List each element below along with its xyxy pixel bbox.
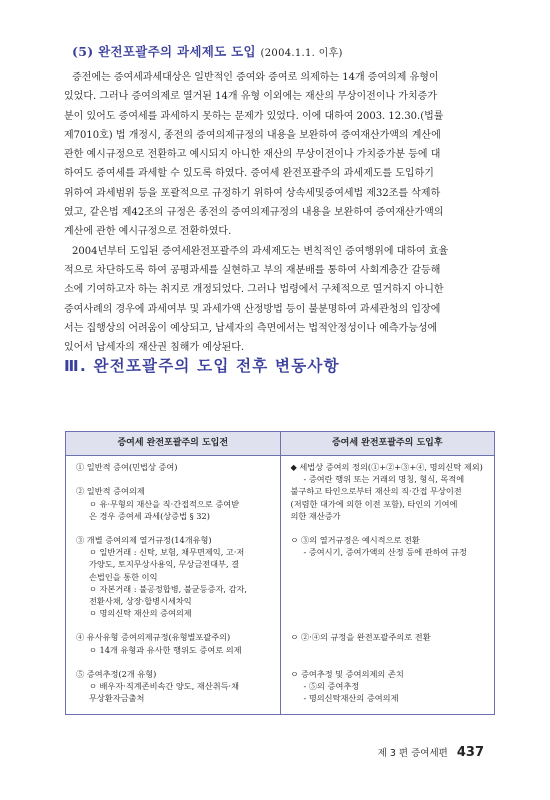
cell-after: [280, 668, 495, 715]
page-footer: [378, 745, 484, 760]
cell-line: 전환사채, 상장·합병시세차익: [89, 596, 192, 607]
body-line: 였고, 같은법 제42조의 규정은 종전의 증여의제규정의 내용을 보완하여 증여재산가액의: [64, 207, 444, 219]
cell-line: ㅇ 명의신탁 재산의 증여의제: [89, 608, 192, 619]
table-row: [66, 668, 495, 715]
cell-line: 은 경우 증여세 과세(상증법 § 32): [89, 510, 210, 521]
cell-after: [280, 631, 495, 667]
body-line: 있어서 납세자의 재산권 침해가 예상된다.: [64, 342, 245, 354]
cell-after: [280, 534, 495, 631]
cell-line: ㅇ 배우자·직계존비속간 양도, 재산취득·채: [89, 681, 240, 692]
body-line: 계산에 관한 예시규정으로 전환하였다.: [64, 226, 232, 238]
body-line: 위하여 과세범위 등을 포괄적으로 규정하기 위하여 상속세및증여세법 제32조를 삭제하: [64, 187, 441, 199]
section-date: (2004.1.1. 이후): [260, 48, 343, 59]
cell-line: ㅇ 증여추정 및 증여의제의 존치: [290, 668, 404, 679]
table-header-row: [66, 432, 495, 456]
body-line: 분이 있어도 증여세를 과세하지 못하는 문제가 있었다. 이에 대하여 2003. 12.30.(법률: [64, 110, 444, 122]
cell-line: ③ 개별 증여의제 열거규정(14개유형): [76, 535, 212, 546]
cell-line: 의한 재산증가: [290, 510, 341, 521]
cell-line: ㅇ 유·무형의 재산을 직·간접적으로 증여받: [89, 498, 240, 509]
body-line: 관한 예시규정으로 전환하고 예시되지 아니한 재산의 무상이전이나 가치증가분 등에 대: [64, 149, 441, 161]
footer-label: 제 3 편 증여세편: [377, 748, 448, 759]
cell-before: [66, 456, 281, 535]
body-line: 증전에는 증여세과세대상은 일반적인 증여와 증여로 의제하는 14개 증여의제 유형이: [72, 72, 439, 83]
body-line: 증여사례의 경우에 과세여부 및 과세가액 산정방법 등이 불분명하여 과세관청의 입장에: [64, 303, 441, 315]
cell-line: ㅇ ③의 열거규정은 예시적으로 전환: [290, 535, 420, 546]
body-line: 있었다. 그러나 증여의제로 열거된 14개 유형 이외에는 재산의 무상이전이나 가치증가: [64, 91, 437, 103]
cell-line: ㅇ 일반거래 : 신탁, 보험, 채무면제익, 고·저: [89, 547, 245, 558]
cell-line: ② 일반적 증여의제: [76, 486, 145, 497]
cell-after: [280, 456, 495, 535]
cell-line: ① 일반적 증여(민법상 증여): [76, 462, 178, 472]
cell-line: - 증여란 행위 또는 거래의 명칭, 형식, 목적에: [303, 474, 465, 485]
cell-line: 손법인을 통한 이익: [89, 571, 158, 582]
section-title-text: (5) 완전포괄주의 과세제도 도입: [72, 44, 256, 59]
chapter-heading: Ⅲ. 완전포괄주의 도입 전후 변동사항: [64, 357, 340, 375]
cell-before: [66, 668, 281, 715]
body-text: [64, 68, 488, 357]
section-title: [72, 42, 343, 60]
header-before: 증여세 완전포괄주의 도입전: [66, 432, 281, 456]
cell-line: 불구하고 타인으로부터 재산의 직·간접 무상이전: [290, 486, 462, 497]
table-row: [66, 631, 495, 667]
comparison-table: [65, 431, 495, 715]
body-line: 소에 기여하고자 하는 취지로 개정되었다. 그러나 법령에서 구체적으로 열거하지 아니한: [64, 284, 444, 296]
cell-line: ◆ 세법상 증여의 정의(①+②+③+④, 명의신탁 제외): [290, 462, 483, 472]
cell-line: - ⑤의 증여추정: [303, 681, 360, 692]
page-number: 437: [456, 745, 484, 760]
cell-line: (저렴한 대가에 의한 이전 포함), 타인의 기여에: [290, 498, 458, 509]
cell-line: ㅇ 자본거래 : 불공정합병, 불균등증자, 감자,: [89, 583, 248, 594]
table-body: [66, 456, 495, 715]
cell-line: [72, 473, 274, 485]
body-line: 적으로 차단하도록 하여 공평과세를 실현하고 부의 재분배를 통하여 사회계층간 갈등해: [64, 264, 441, 276]
cell-line: 무상환자금출처: [89, 693, 145, 704]
cell-line: ㅇ 14개 유형과 유사한 행위도 증여로 의제: [89, 644, 242, 655]
cell-line: 가양도, 토지무상사용익, 무상금전대부, 결: [89, 559, 240, 570]
body-line: 2004년부터 도입된 증여세완전포괄주의 과세제도는 변칙적인 증여행위에 대하여 효율: [72, 245, 449, 257]
body-line: 제7010호) 법 개정시, 종전의 증여의제규정의 내용을 보완하여 증여재산가액의 계산에: [64, 129, 441, 141]
cell-line: ⑤ 증여추정(2개 유형): [76, 668, 157, 679]
cell-line: - 증여시기, 증여가액의 산정 등에 관하여 규정: [303, 547, 467, 558]
paragraph-2: [64, 242, 488, 358]
table-row: [66, 534, 495, 631]
body-line: 하여도 증여세를 과세할 수 있도록 하였다. 증여세 완전포괄주의 과세제도를 도입하기: [64, 168, 434, 180]
cell-line: ④ 유사유형 증여의제규정(유형별포괄주의): [76, 632, 231, 643]
cell-before: [66, 631, 281, 667]
paragraph-1: [64, 68, 488, 242]
body-line: 서는 집행상의 어려움이 예상되고, 납세자의 측면에서는 법적안정성이나 예측가능성에: [64, 322, 438, 334]
cell-before: [66, 534, 281, 631]
cell-line: - 명의신탁재산의 증여의제: [303, 693, 399, 704]
table-row: [66, 456, 495, 535]
cell-line: ㅇ ②·④의 규정을 완전포괄주의로 전환: [290, 632, 431, 643]
header-after: 증여세 완전포괄주의 도입후: [280, 432, 495, 456]
